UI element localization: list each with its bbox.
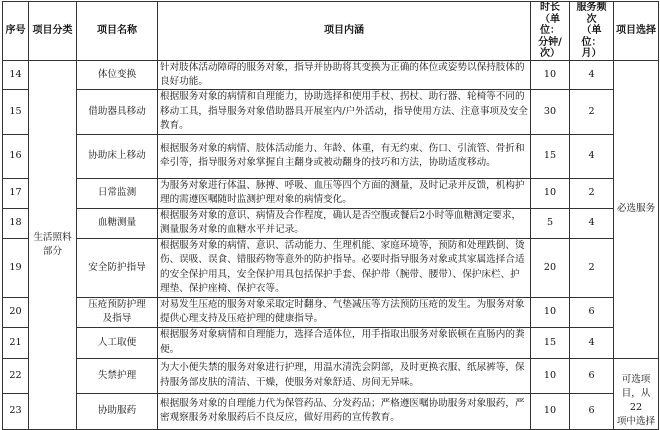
- header-frequency: [570, 2, 614, 61]
- row-name: 体位变换: [77, 60, 158, 90]
- row-name: [77, 297, 158, 327]
- header-freq-l2: （单位：: [581, 25, 602, 48]
- header-category: 项目分类: [29, 2, 77, 61]
- row-name: 血糖测量: [77, 208, 158, 238]
- row-content: 为服务对象进行体温、脉搏、呼吸、血压等四个方面的测量，及时记录并反馈，机构护理的需遵医嘱随时监测护理对象的病情变化。: [158, 178, 531, 208]
- row-duration: 20: [531, 238, 570, 297]
- row-no: 23: [3, 394, 29, 430]
- table-row: [3, 358, 659, 394]
- row-freq: 6: [570, 358, 614, 394]
- row-freq: 2: [570, 178, 614, 208]
- table-row: [3, 297, 659, 327]
- header-row: [3, 2, 659, 61]
- table-row: [3, 178, 659, 208]
- row-duration: 5: [531, 208, 570, 238]
- header-selection: 项目选择: [614, 2, 659, 61]
- selection-optional-l1: 可选项: [621, 373, 651, 385]
- table-row: [3, 134, 659, 178]
- row-name: 安全防护指导: [77, 238, 158, 297]
- row-no: 15: [3, 90, 29, 134]
- row-name: 人工取便: [77, 327, 158, 358]
- table-row: [3, 394, 659, 430]
- selection-optional-l2: 目，从22: [621, 387, 651, 413]
- row-no: 16: [3, 134, 29, 178]
- row-freq: 6: [570, 394, 614, 430]
- row-content: 为大小便失禁的服务对象进行护理，用温水清洗会阴部，及时更换衣服、纸尿裤等，保持服务部皮肤的清洁、干燥，使服务对象舒适、房间无异味。: [158, 358, 531, 394]
- row-content: 根据服务对象的自理能力代为保管药品、分发药品；严格遵医嘱协助服务对象服药，严密观察服务对象服药后不良反应，做好用药的宣传教育。: [158, 394, 531, 430]
- row-content: 根据服务对象的病情、肢体活动能力、年龄、体重，有无约束、伤口、引流管、骨折和牵引等，指导服务对象掌握自主翻身或被动翻身的技巧和方法，协助适度移动。: [158, 134, 531, 178]
- row-no: 18: [3, 208, 29, 238]
- row-content: 根据服务对象病情和自理能力，选择合适体位，用手指取出服务对象嵌顿在直肠内的粪便。: [158, 327, 531, 358]
- row-freq: 4: [570, 60, 614, 90]
- service-items-table: [2, 1, 659, 430]
- row-content: 对易发生压疮的服务对象采取定时翻身、气垫减压等方法预防压疮的发生。为服务对象提供心理支持及压疮护理的健康指导。: [158, 297, 531, 327]
- table-row: [3, 238, 659, 297]
- selection-optional-cell: [614, 358, 659, 429]
- row-no: 19: [3, 238, 29, 297]
- row-no: 14: [3, 60, 29, 90]
- row-name: 失禁护理: [77, 358, 158, 394]
- header-no: 序号: [3, 2, 29, 61]
- header-content: 项目内涵: [158, 2, 531, 61]
- header-duration-l3: 分钟/: [538, 36, 562, 48]
- header-duration: [531, 2, 570, 61]
- row-name-l2: 及指导: [102, 313, 132, 325]
- row-freq: 4: [570, 208, 614, 238]
- row-content: 根据服务对象的意识、病情及合作程度，确认是否空腹或餐后2小时等血糖测定要求，测量服务对象的血糖水平并记录。: [158, 208, 531, 238]
- row-no: 20: [3, 297, 29, 327]
- category-label-l1: 生活照料: [33, 231, 72, 243]
- table-row: [3, 208, 659, 238]
- row-no: 21: [3, 327, 29, 358]
- row-duration: 10: [531, 358, 570, 394]
- row-no: 17: [3, 178, 29, 208]
- header-duration-l4: 次）: [540, 48, 560, 59]
- table-row: [3, 60, 659, 90]
- row-freq: 6: [570, 297, 614, 327]
- header-freq-l1: 服务频次: [576, 2, 607, 25]
- row-content: 根据服务对象的病情、意识、活动能力、生理机能、家庭环境等，预防和处理跌倒、烫伤、误吸、误食、错服药物等意外的防护指导。必要时指导服务对象或其家属选择合适的安全保护用具，安全保护用具包括保护手套、保护带（腕带、腰带）、保护床栏、护理垫、保护座椅、保护衣等。: [158, 238, 531, 297]
- row-name-l1: 压疮预防护理: [88, 299, 146, 311]
- row-duration: 10: [531, 178, 570, 208]
- header-duration-l2: （单位：: [540, 13, 560, 36]
- selection-required-cell: 必选服务: [614, 60, 659, 358]
- row-content: 针对肢体活动障碍的服务对象，指导并协助将其变换为正确的体位或姿势以保持肢体的良好功能。: [158, 60, 531, 90]
- row-duration: 10: [531, 394, 570, 430]
- selection-optional-l3: 项中选择: [616, 415, 656, 427]
- row-freq: 2: [570, 90, 614, 134]
- row-duration: 30: [531, 90, 570, 134]
- row-name: 协助服药: [77, 394, 158, 430]
- category-cell: [29, 60, 77, 429]
- row-freq: 4: [570, 134, 614, 178]
- row-no: 22: [3, 358, 29, 394]
- table-row: [3, 90, 659, 134]
- row-name: 借助器具移动: [77, 90, 158, 134]
- header-name: 项目名称: [77, 2, 158, 61]
- row-duration: 15: [531, 327, 570, 358]
- row-duration: 10: [531, 60, 570, 90]
- table-row: [3, 327, 659, 358]
- row-freq: 4: [570, 327, 614, 358]
- row-content: 根据服务对象的病情和自理能力，协助选择和使用手杖、拐杖、助行器、轮椅等不同的移动工具，指导服务对象借助器具开展室内/户外活动，指导使用方法、注意事项及安全教育。: [158, 90, 531, 134]
- row-freq: 2: [570, 238, 614, 297]
- row-duration: 15: [531, 134, 570, 178]
- row-name: 协助床上移动: [77, 134, 158, 178]
- header-duration-l1: 时长: [540, 2, 560, 13]
- row-name: 日常监测: [77, 178, 158, 208]
- header-freq-l3: 月）: [581, 48, 602, 59]
- category-label-l2: 部分: [42, 245, 63, 257]
- row-duration: 10: [531, 297, 570, 327]
